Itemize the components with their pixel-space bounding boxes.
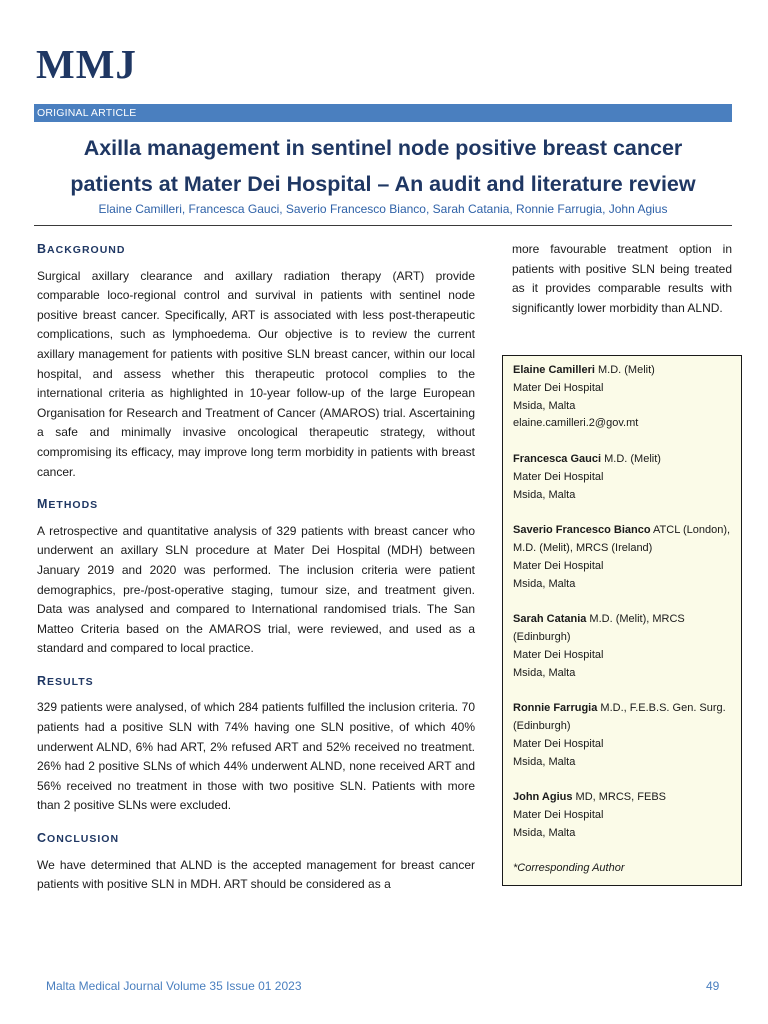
section-background bbox=[37, 240, 475, 482]
footer-page-number: 49 bbox=[706, 979, 720, 993]
section-methods bbox=[37, 495, 475, 659]
title-line-2: patients at Mater Dei Hospital – An audit and literature review bbox=[70, 172, 696, 196]
affiliation-name: John Agius bbox=[513, 791, 573, 804]
affiliation-entry bbox=[513, 522, 731, 593]
affiliation-entry bbox=[513, 789, 731, 842]
affiliation-entry bbox=[513, 362, 731, 433]
affiliation-name: Ronnie Farrugia bbox=[513, 702, 598, 715]
abstract-column bbox=[37, 240, 475, 908]
section-heading: RESULTS bbox=[37, 673, 94, 688]
corresponding-author-note: *Corresponding Author bbox=[513, 862, 625, 875]
section-text: Surgical axillary clearance and axillary radiation therapy (ART) provide comparable loco-regional control and survival in patients with sentinel node positive breast cancer. Specifically, ART is associated with less post-therapeutic complications, such as lymphoedema. Our objective is to review the current axillary management for patients with positive SLN breast cancer, within our local hospital, and assess whether this therapeutic protocol complies to the international criteria as highlighted in 10-year follow-up of the large European Organisation for Research and Treatment of Cancer (AMAROS) trial. Ascertaining a safe and minimally invasive oncological therapeutic strategy, without compromising its efficacy, may improve long term morbidity in patients with breast cancer. bbox=[37, 268, 475, 479]
affiliation-line: Mater Dei Hospital bbox=[513, 808, 604, 821]
section-results bbox=[37, 672, 475, 816]
section-text: We have determined that ALND is the accepted management for breast cancer patients with positive SLN in MDH. ART should be considered as a bbox=[37, 857, 475, 892]
section-heading: METHODS bbox=[37, 497, 99, 512]
affiliation-credentials: M.D. (Melit), MRCS (Edinburgh) bbox=[513, 613, 685, 643]
section-heading: BACKGROUND bbox=[37, 242, 126, 256]
affiliation-name: Sarah Catania bbox=[513, 613, 587, 626]
section-text: A retrospective and quantitative analysis of 329 patients with breast cancer who underwent an axillary SLN procedure at Mater Dei Hospital (MDH) between January 2019 and 2020 was performed. The inclusion criteria were patient demographics, pre-/post-operative staging, tumour size, and treatment given. Data was analysed and compared to International randomised trials. The San Matteo Criteria based on the AMAROS trial, were reviewed, and used as a standard and compared to local practice. bbox=[37, 523, 475, 656]
affiliation-line: Mater Dei Hospital bbox=[513, 737, 604, 750]
affiliation-entry bbox=[513, 611, 731, 682]
affiliation-line: Mater Dei Hospital bbox=[513, 648, 604, 661]
affiliation-name: Francesca Gauci bbox=[513, 452, 602, 465]
affiliation-line: Msida, Malta bbox=[513, 488, 576, 501]
affiliation-email[interactable]: elaine.camilleri.2@gov.mt bbox=[513, 417, 639, 430]
section-conclusion bbox=[37, 829, 475, 895]
section-heading: CONCLUSION bbox=[37, 831, 120, 846]
affiliation-line: Msida, Malta bbox=[513, 755, 576, 768]
affiliation-entry bbox=[513, 700, 731, 771]
affiliation-line: Mater Dei Hospital bbox=[513, 470, 604, 483]
affiliation-line: Mater Dei Hospital bbox=[513, 381, 604, 394]
title-line-1: Axilla management in sentinel node positive breast cancer bbox=[83, 136, 683, 160]
affiliation-name: Saverio Francesco Bianco bbox=[513, 524, 651, 537]
article-title bbox=[34, 130, 732, 202]
section-text: 329 patients were analysed, of which 284 patients fulfilled the inclusion criteria. 70 patients had a positive SLN with 74% having one SLN positive, of which 40% underwent ALND, 6% had ART, 2% refused ART and 52% received no treatment. 26% had 2 positive SLNs of which 44% underwent ALND, none received ART and 56% received no treatment in those with two positive SLN. Patients with more than 2 positive SLNs were excluded. bbox=[37, 700, 475, 813]
affiliation-entry bbox=[513, 451, 731, 504]
footer-journal-issue: Malta Medical Journal Volume 35 Issue 01 2023 bbox=[46, 979, 302, 993]
affiliation-credentials: M.D. (Melit) bbox=[601, 452, 661, 465]
affiliation-line: Msida, Malta bbox=[513, 666, 576, 679]
affiliation-name: Elaine Camilleri bbox=[513, 364, 595, 376]
affiliation-line: Msida, Malta bbox=[513, 399, 576, 412]
affiliation-line: Msida, Malta bbox=[513, 826, 576, 839]
affiliation-credentials: ATCL (London), M.D. (Melit), MRCS (Ireland) bbox=[513, 524, 731, 554]
affiliation-credentials: M.D. (Melit) bbox=[594, 364, 655, 376]
affiliation-credentials: M.D., F.E.B.S. Gen. Surg. (Edinburgh) bbox=[513, 702, 726, 732]
affiliation-credentials: MD, MRCS, FEBS bbox=[572, 791, 666, 804]
article-type-banner: ORIGINAL ARTICLE bbox=[34, 104, 732, 122]
header-divider bbox=[34, 225, 732, 226]
conclusion-continued: more favourable treatment option in patients with positive SLN being treated as it provides comparable results with significantly lower morbidity than ALND. bbox=[512, 242, 732, 315]
author-list: Elaine Camilleri, Francesca Gauci, Saverio Francesco Bianco, Sarah Catania, Ronnie Farrugia, John Agius bbox=[98, 202, 668, 216]
author-affiliations-box bbox=[502, 355, 742, 886]
journal-logo: MMJ bbox=[36, 41, 137, 87]
affiliation-line: Msida, Malta bbox=[513, 577, 576, 590]
affiliation-line: Mater Dei Hospital bbox=[513, 559, 604, 572]
